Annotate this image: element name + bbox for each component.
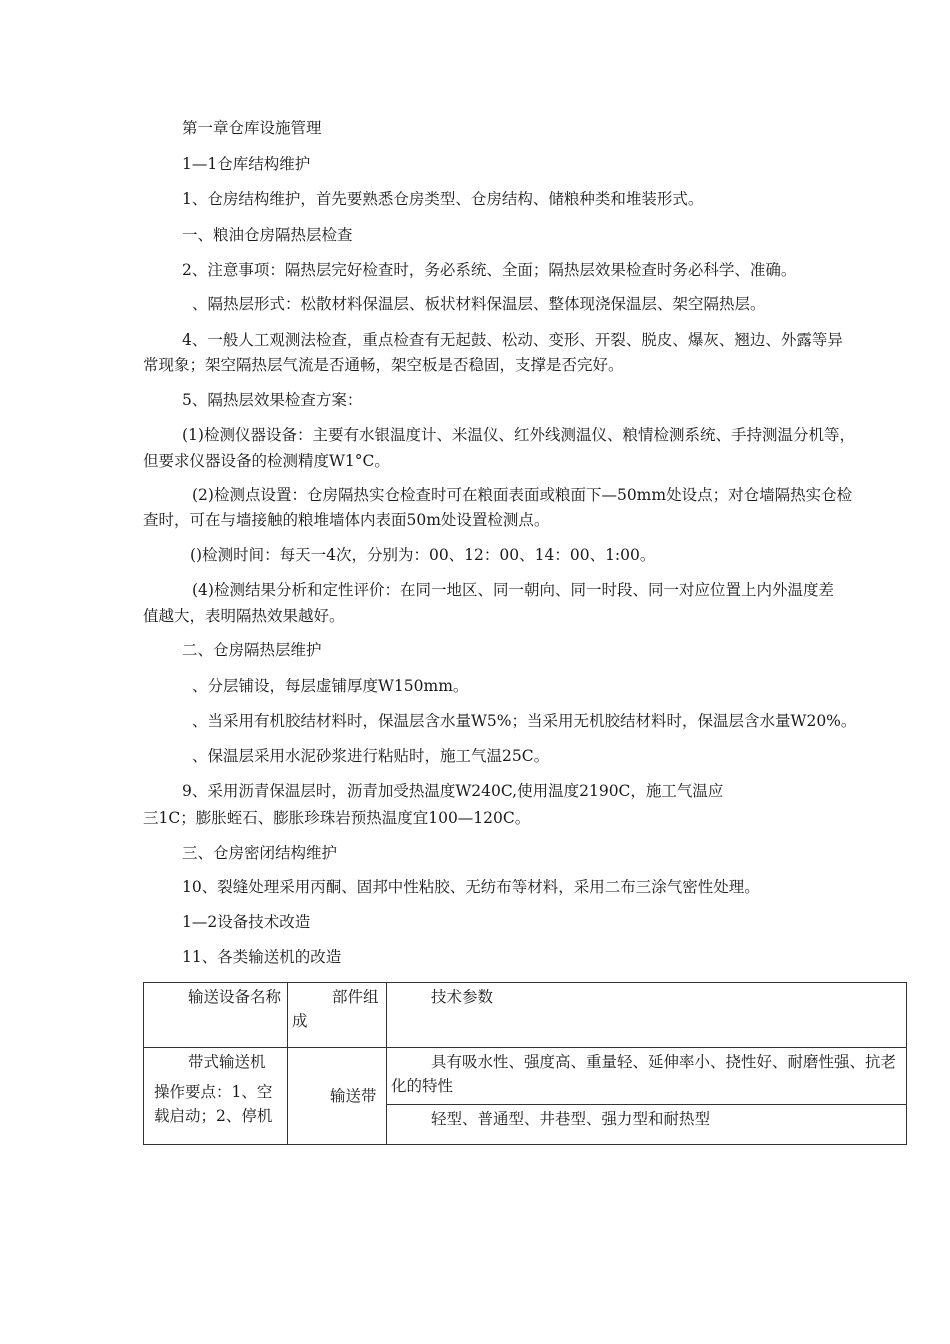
paragraph-5-3: ()检测时间：每天一4次，分别为：00、12：00、14：00、1:00。 [190, 546, 656, 564]
cell-equipment [144, 1048, 288, 1145]
paragraph-11: 11、各类输送机的改造 [182, 948, 342, 966]
header-cell-parameters: 技术参数 [387, 983, 907, 1048]
cell-param-2: 轻型、普通型、井巷型、强力型和耐热型 [387, 1105, 907, 1145]
chapter-title: 第一章仓库设施管理 [182, 119, 322, 137]
paragraph-5-2-line-2: 查时，可在与墙接触的粮堆墙体内表面50m处设置检测点。 [143, 511, 550, 529]
table-header-row [144, 983, 907, 1048]
cell-param-1: 具有吸水性、强度高、重量轻、延伸率小、挠性好、耐磨性强、抗老化的特性 [387, 1048, 907, 1105]
paragraph-10: 10、裂缝处理采用丙酮、固邦中性粘胶、无纺布等材料，采用二布三涂气密性处理。 [182, 878, 760, 896]
paragraph-5-4-line-2: 值越大，表明隔热效果越好。 [143, 607, 345, 625]
paragraph-9-line-2: 三1C；膨胀蛭石、膨胀珍珠岩预热温度宜100—120C。 [143, 809, 531, 827]
header-cell-component: 部件组成 [288, 983, 387, 1048]
cell-component: 输送带 [288, 1048, 387, 1145]
paragraph-3: 、隔热层形式：松散材料保温层、板状材料保温层、整体现浇保温层、架空隔热层。 [192, 295, 766, 313]
paragraph-1: 1、仓房结构维护，首先要熟悉仓房类型、仓房结构、储粮种类和堆装形式。 [182, 190, 704, 208]
paragraph-2: 2、注意事项：隔热层完好检查时，务必系统、全面；隔热层效果检查时务必科学、准确。 [182, 261, 797, 279]
paragraph-4-line-2: 常现象；架空隔热层气流是否通畅，架空板是否稳固，支撑是否完好。 [143, 356, 624, 374]
section-heading-1-1: 1—1仓库结构维护 [182, 155, 311, 173]
operation-notes: 操作要点：1、空载启动；2、停机 [154, 1083, 273, 1125]
paragraph-6: 、分层铺设，每层虚铺厚度W150mm。 [192, 677, 469, 695]
paragraph-5-4-line-1: (4)检测结果分析和定性评价：在同一地区、同一朝向、同一时段、同一对应位置上内外温度差 [192, 581, 834, 599]
paragraph-5: 5、隔热层效果检查方案： [182, 391, 363, 409]
header-cell-equipment: 输送设备名称 [144, 983, 288, 1048]
heading-insulation-check: 一、粮油仓房隔热层检查 [182, 226, 353, 244]
paragraph-5-2-line-1: (2)检测点设置：仓房隔热实仓检查时可在粮面表面或粮面下—50mm处设点；对仓墙隔热实仓检 [192, 486, 853, 504]
paragraph-7: 、当采用有机胶结材料时，保温层含水量W5%；当采用无机胶结材料时，保温层含水量W20%。 [192, 712, 857, 730]
equipment-name: 带式输送机 [188, 1053, 266, 1071]
paragraph-5-1-line-2: 但要求仪器设备的检测精度W1°C。 [143, 452, 390, 470]
paragraph-5-1-line-1: (1)检测仪器设备：主要有水银温度计、米温仪、红外线测温仪、粮情检测系统、手持测温分机等， [182, 426, 855, 444]
paragraph-4-line-1: 4、一般人工观测法检查，重点检查有无起鼓、松动、变形、开裂、脱皮、爆灰、翘边、外露等异 [182, 331, 843, 349]
heading-insulation-maintenance: 二、仓房隔热层维护 [182, 641, 322, 659]
paragraph-9-line-1: 9、采用沥青保温层时，沥青加受热温度W240C,使用温度2190C，施工气温应 [182, 782, 724, 800]
conveyor-table [143, 982, 907, 1145]
section-heading-1-2: 1—2设备技术改造 [182, 913, 311, 931]
paragraph-8: 、保温层采用水泥砂浆进行粘贴时，施工气温25C。 [192, 747, 550, 765]
heading-seal-structure: 三、仓房密闭结构维护 [182, 844, 338, 862]
table-row [144, 1048, 907, 1105]
